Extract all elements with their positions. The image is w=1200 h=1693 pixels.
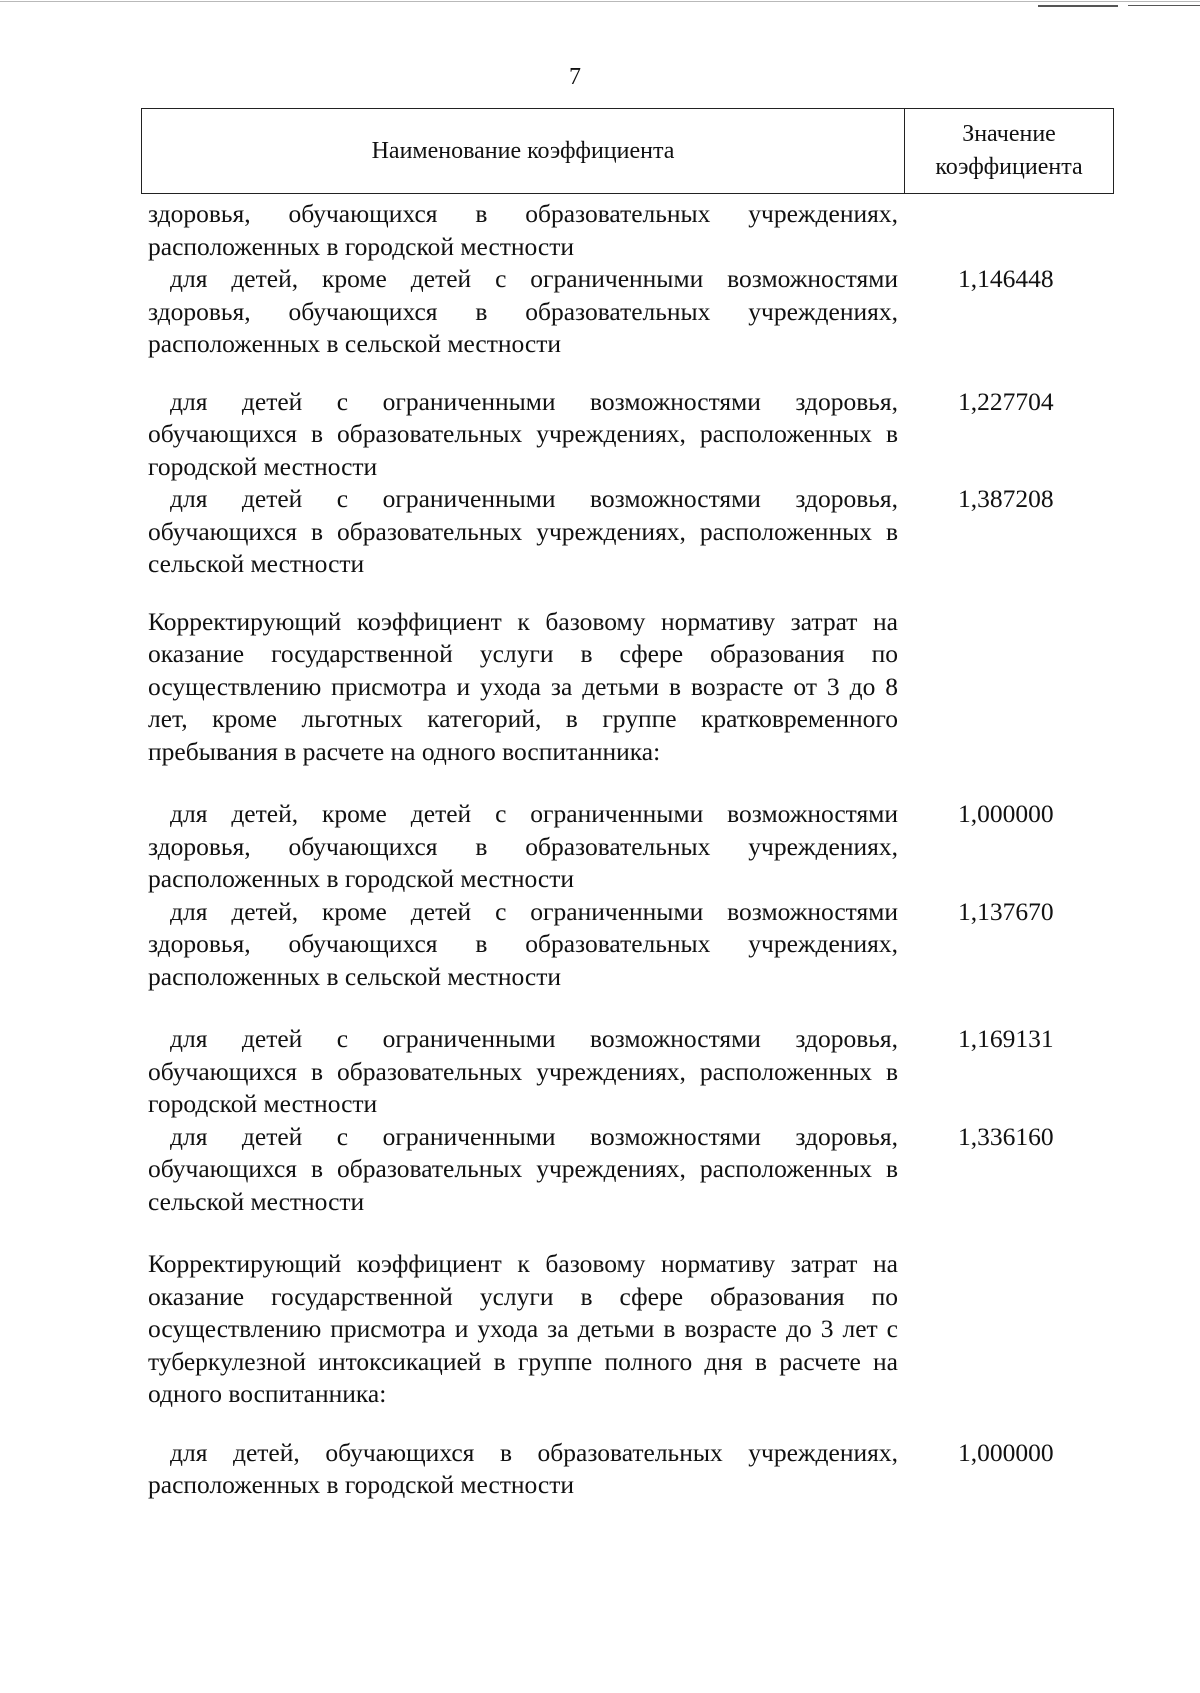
list-item (148, 1023, 1054, 1121)
list-item (148, 263, 1054, 361)
list-item (148, 1437, 1054, 1502)
coefficient-value: 1,000000 (958, 1437, 1054, 1467)
section-heading (148, 606, 898, 769)
coefficient-value: 1,146448 (958, 264, 1054, 293)
coefficient-list (148, 198, 1148, 1502)
header-coefficient-name: Наименование коэффициента (142, 109, 905, 193)
section-heading (148, 1248, 898, 1411)
scan-top-border (0, 1, 1200, 2)
coefficient-text: для детей с ограниченными возможностями здоровья, обучающихся в образовательных учреждениях, расположенных в городской местности (148, 386, 898, 481)
coefficient-value: 1,336160 (958, 1121, 1054, 1151)
list-item (148, 896, 1054, 994)
coefficient-section-text: Корректирующий коэффициент к базовому нормативу затрат на оказание государственной услуги в сфере образования по осуществлению присмотра и ухода за детьми в возрасте до 3 лет с туберкулезной интоксикацией в группе полного дня в расчете на одного воспитанника: (148, 1249, 898, 1408)
coefficient-section-text: Корректирующий коэффициент к базовому нормативу затрат на оказание государственной услуги в сфере образования по осуществлению присмотра и ухода за детьми в возрасте от 3 до 8 лет, кроме льготных категорий, в группе кратковременного пребывания в расчете на одного воспитанника: (148, 606, 898, 766)
coefficient-value: 1,169131 (958, 1024, 1054, 1053)
list-item (148, 1121, 1054, 1219)
list-item (148, 386, 1054, 484)
list-item (148, 798, 1054, 896)
coefficient-text: для детей, обучающихся в образовательных учреждениях, расположенных в городской местности (148, 1437, 898, 1499)
coefficient-value: 1,387208 (958, 484, 1054, 513)
coefficient-text: для детей, кроме детей с ограниченными возможностями здоровья, обучающихся в образовательных учреждениях, расположенных в городской местности (148, 799, 898, 893)
list-item (148, 483, 1054, 581)
coefficient-text: для детей, кроме детей с ограниченными возможностями здоровья, обучающихся в образовательных учреждениях, расположенных в сельской местности (148, 896, 898, 991)
coefficient-text: для детей с ограниченными возможностями здоровья, обучающихся в образовательных учреждениях, расположенных в сельской местности (148, 1121, 898, 1216)
coefficient-text: для детей с ограниченными возможностями здоровья, обучающихся в образовательных учреждениях, расположенных в сельской местности (148, 484, 898, 578)
coefficient-text: для детей с ограниченными возможностями здоровья, обучающихся в образовательных учреждениях, расположенных в городской местности (148, 1024, 898, 1118)
coefficient-value: 1,137670 (958, 896, 1054, 926)
coefficient-value: 1,000000 (958, 799, 1054, 828)
scan-corner-mark (1038, 5, 1118, 7)
coefficient-text: для детей, кроме детей с ограниченными возможностями здоровья, обучающихся в образовательных учреждениях, расположенных в сельской местности (148, 264, 898, 358)
coefficient-text: здоровья, обучающихся в образовательных учреждениях, расположенных в городской местности (148, 199, 898, 261)
header-coefficient-value: Значение коэффициента (935, 121, 1083, 180)
page-number: 7 (569, 64, 581, 90)
table-header (141, 108, 1114, 194)
list-item (148, 198, 898, 263)
scan-corner-mark (1128, 5, 1200, 6)
coefficient-value: 1,227704 (958, 386, 1054, 416)
